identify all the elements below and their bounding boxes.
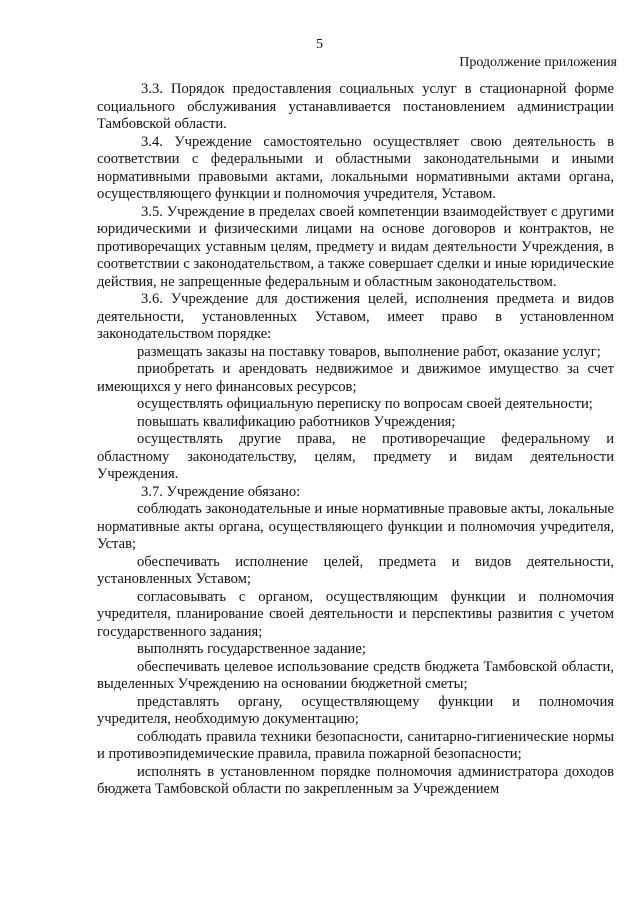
page-number: 5 bbox=[316, 37, 323, 52]
list-item-duty: обеспечивать исполнение целей, предмета и видов деятельности, установленных Уставом; bbox=[97, 553, 614, 587]
list-item-duty: соблюдать законодательные и иные нормативные правовые акты, локальные нормативные акты органа, осуществляющего функции и полномочия учредителя, Устав; bbox=[97, 501, 614, 552]
paragraph-3-5: 3.5. Учреждение в пределах своей компетенции взаимодействует с другими юридическими и физическими лицами на основе договоров и контрактов, не противоречащих уставным целям, предмету и видам деятельности Учреждения, в соответствии с законодательством, а также совершает сделки и иные юридические действия, не запрещенные федеральным и областным законодательством. bbox=[97, 203, 614, 290]
list-item-right: размещать заказы на поставку товаров, выполнение работ, оказание услуг; bbox=[137, 343, 601, 360]
paragraph-3-4: 3.4. Учреждение самостоятельно осуществляет свою деятельность в соответствии с федеральными и областными законодательными и иными нормативными правовыми актами, локальными нормативными актами органа, осуществляющего функции и полномочия учредителя, Уставом. bbox=[97, 133, 614, 202]
list-item-right: повышать квалификацию работников Учреждения; bbox=[137, 413, 456, 430]
paragraph-3-7: 3.7. Учреждение обязано: bbox=[141, 483, 301, 500]
list-item-right: осуществлять официальную переписку по вопросам своей деятельности; bbox=[137, 396, 593, 412]
appendix-continuation-note: Продолжение приложения bbox=[459, 55, 617, 70]
document-body bbox=[97, 81, 614, 799]
list-item-duty: исполнять в установленном порядке полномочия администратора доходов бюджета Тамбовской области по закрепленным за Учреждением bbox=[97, 763, 614, 797]
list-item-duty: обеспечивать целевое использование средств бюджета Тамбовской области, выделенных Учреждению на основании бюджетной сметы; bbox=[97, 658, 614, 692]
list-item-duty: представлять органу, осуществляющему функции и полномочия учредителя, необходимую документацию; bbox=[97, 693, 614, 727]
list-item-duty: соблюдать правила техники безопасности, санитарно-гигиенические нормы и противоэпидемические правила, правила пожарной безопасности; bbox=[97, 728, 614, 762]
list-item-duty: выполнять государственное задание; bbox=[137, 641, 366, 657]
paragraph-3-6: 3.6. Учреждение для достижения целей, исполнения предмета и видов деятельности, установленных Уставом, имеет право в установленном законодательством порядке: bbox=[97, 291, 614, 342]
list-item-right: приобретать и арендовать недвижимое и движимое имущество за счет имеющихся у него финансовых ресурсов; bbox=[97, 361, 614, 395]
list-item-right: осуществлять другие права, не противоречащие федеральному и областному законодательству, целям, предмету и видам деятельности Учреждения. bbox=[97, 431, 614, 482]
list-item-duty: согласовывать с органом, осуществляющим функции и полномочия учредителя, планирование своей деятельности и перспективы развития с учетом государственного задания; bbox=[97, 588, 614, 640]
paragraph-3-3: 3.3. Порядок предоставления социальных услуг в стационарной форме социального обслуживания устанавливается постановлением администрации Тамбовской области. bbox=[97, 81, 614, 132]
